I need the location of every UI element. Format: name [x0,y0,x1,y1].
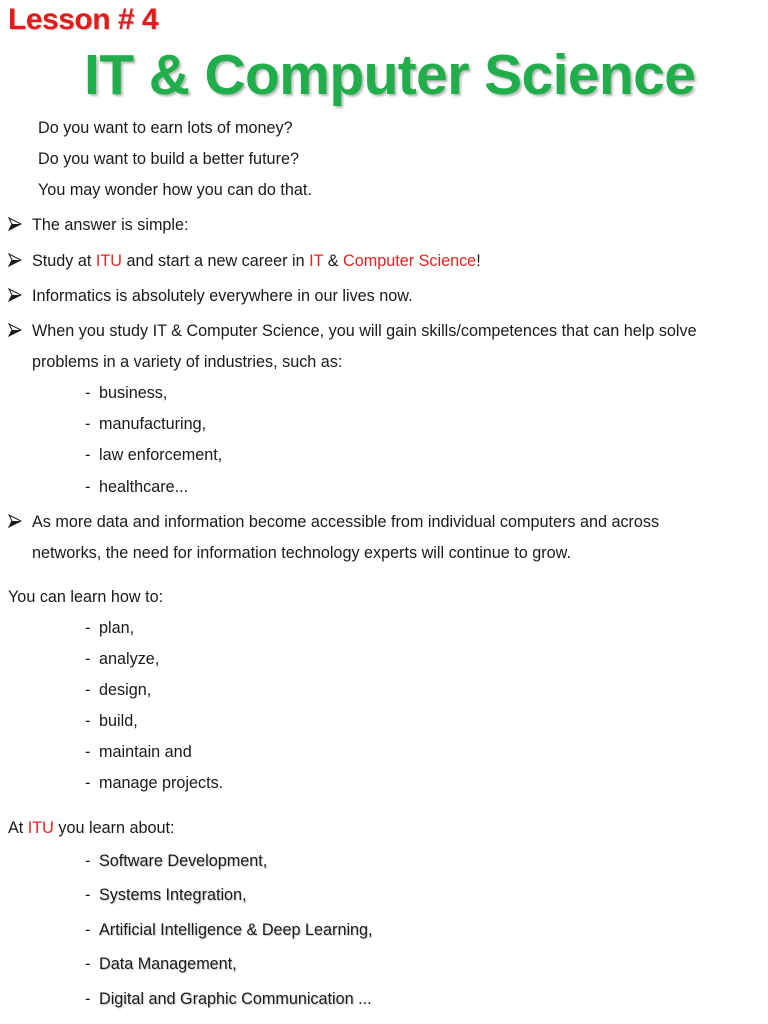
arrow-bullet-icon [8,288,22,302]
dash-marker: - [85,921,91,939]
learn-item: plan, [99,619,135,637]
learn-heading: You can learn how to: [8,588,164,606]
dash-marker: - [85,619,91,637]
bullet-skills-line-2: problems in a variety of industries, such as: [32,353,343,371]
learn-item: manage projects. [99,774,224,792]
dash-marker: - [85,478,91,496]
topic-text: Digital and Graphic Communication [99,990,354,1008]
bullet-study-at-itu [32,251,481,271]
arrow-bullet-icon [8,253,22,267]
topic-item: Systems Integration, [99,886,247,904]
dash-marker: - [85,955,91,973]
bullet-skills-line-1: When you study IT & Computer Science, you will gain skills/competences that can help solve [32,322,697,340]
bullet-informatics: Informatics is absolutely everywhere in our lives now. [32,287,413,305]
arrow-bullet-icon [8,323,22,337]
topic-trailing: ... [353,990,372,1008]
intro-line-2: Do you want to build a better future? [38,150,299,168]
bullet-text: & [323,252,344,270]
bullet-text: ! [476,252,481,270]
intro-line-1: Do you want to earn lots of money? [38,119,293,137]
industry-item: business, [99,384,168,402]
industry-item: law enforcement, [99,446,223,464]
dash-marker: - [85,384,91,402]
heading-text: you learn about: [53,819,175,837]
dash-marker: - [85,990,91,1008]
dash-marker: - [85,681,91,699]
bullet-data-line-1: As more data and information become accessible from individual computers and across [32,513,660,531]
dash-marker: - [85,446,91,464]
bullet-answer: The answer is simple: [32,216,189,234]
topic-item: Data Management, [99,955,237,973]
lesson-number: Lesson # 4 [8,3,159,36]
learn-item: build, [99,712,138,730]
topic-item: Software Development, [99,852,268,870]
itu-highlight: ITU [95,252,122,270]
industry-item: healthcare... [99,478,189,496]
dash-marker: - [85,415,91,433]
industry-item: manufacturing, [99,415,207,433]
bullet-data-line-2: networks, the need for information technology experts will continue to grow. [32,544,571,562]
page-title: IT & Computer Science [84,43,696,107]
learn-item: analyze, [99,650,160,668]
bullet-text: and start a new career in [121,252,310,270]
dash-marker: - [85,774,91,792]
arrow-bullet-icon [8,217,22,231]
topic-item-last [99,989,372,1009]
dash-marker: - [85,886,91,904]
heading-text: At [8,819,28,837]
itu-topics-heading [8,818,174,838]
learn-item: design, [99,681,152,699]
dash-marker: - [85,712,91,730]
it-highlight: IT [309,252,324,270]
learn-item: maintain and [99,743,192,761]
computer-science-highlight: Computer Science [343,252,477,270]
dash-marker: - [85,743,91,761]
bullet-text: Study at [32,252,96,270]
dash-marker: - [85,650,91,668]
arrow-bullet-icon [8,514,22,528]
topic-item: Artificial Intelligence & Deep Learning, [99,921,373,939]
itu-highlight: ITU [27,819,54,837]
dash-marker: - [85,852,91,870]
intro-line-3: You may wonder how you can do that. [38,181,312,199]
